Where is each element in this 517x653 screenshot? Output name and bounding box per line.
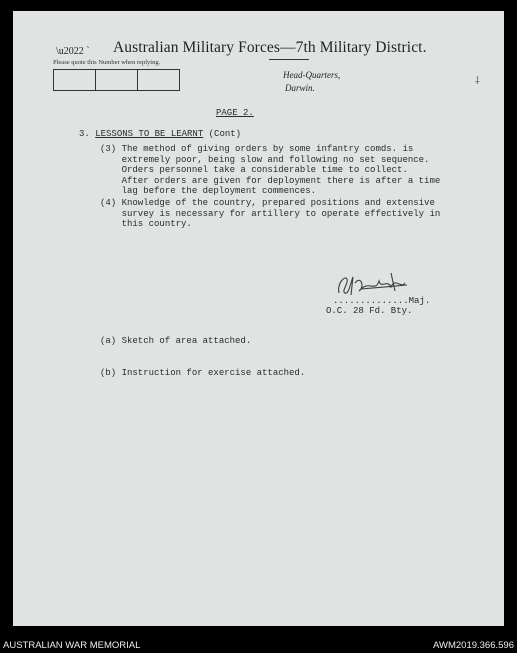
enclosure-item: (b) Instruction for exercise attached. [100,367,306,378]
hq-line-1: Head-Quarters, [283,70,341,80]
paragraph-line: Knowledge of the country, prepared positions and extensive [121,198,435,208]
reference-number-boxes [53,69,180,91]
margin-mark-right: ⸸ [475,76,480,87]
paragraph-line: extremely poor, being slow and following no set sequence. [121,154,430,165]
paragraph-4 [100,198,440,230]
paragraph-number: (4) [100,198,117,208]
paragraph-line: The method of giving orders by some infantry comds. is [121,144,414,154]
paragraph-number: (3) [100,144,117,154]
paragraph-line: After orders are given for deployment there is after a time [121,175,441,186]
hq-line-2: Darwin. [285,83,315,93]
section-number: 3. [79,129,90,139]
signatory-title: O.C. 28 Fd. Bty. [326,306,413,316]
quote-number-note: Please quote this Number when replying. [53,59,161,66]
section-title: LESSONS TO BE LEARNT [95,129,204,139]
paragraph-line: this country. [121,219,192,229]
paragraph-line: Orders personnel take a considerable time to collect. [121,165,408,175]
footer-accession-number: AWM2019.366.596 [433,640,514,651]
handwritten-signature [331,269,421,299]
paragraph-line: survey is necessary for artillery to operate effectively in [121,208,441,219]
letterhead-title: Australian Military Forces—7th Military District. [113,39,427,56]
section-suffix: (Cont) [203,129,242,139]
page-heading: PAGE 2. [216,108,254,118]
margin-mark: \u2022 ` [56,46,90,57]
footer-institution: AUSTRALIAN WAR MEMORIAL [3,640,141,651]
headquarters-address [283,69,340,95]
letterhead-rule [269,59,309,60]
paragraph-3 [100,144,440,197]
enclosures [100,315,305,399]
enclosure-item: (a) Sketch of area attached. [100,336,252,346]
signature-line: ..............Maj. [333,296,431,306]
paragraph-line: lag before the deployment commences. [121,186,317,196]
section-heading [79,129,241,140]
document-page [13,11,504,626]
